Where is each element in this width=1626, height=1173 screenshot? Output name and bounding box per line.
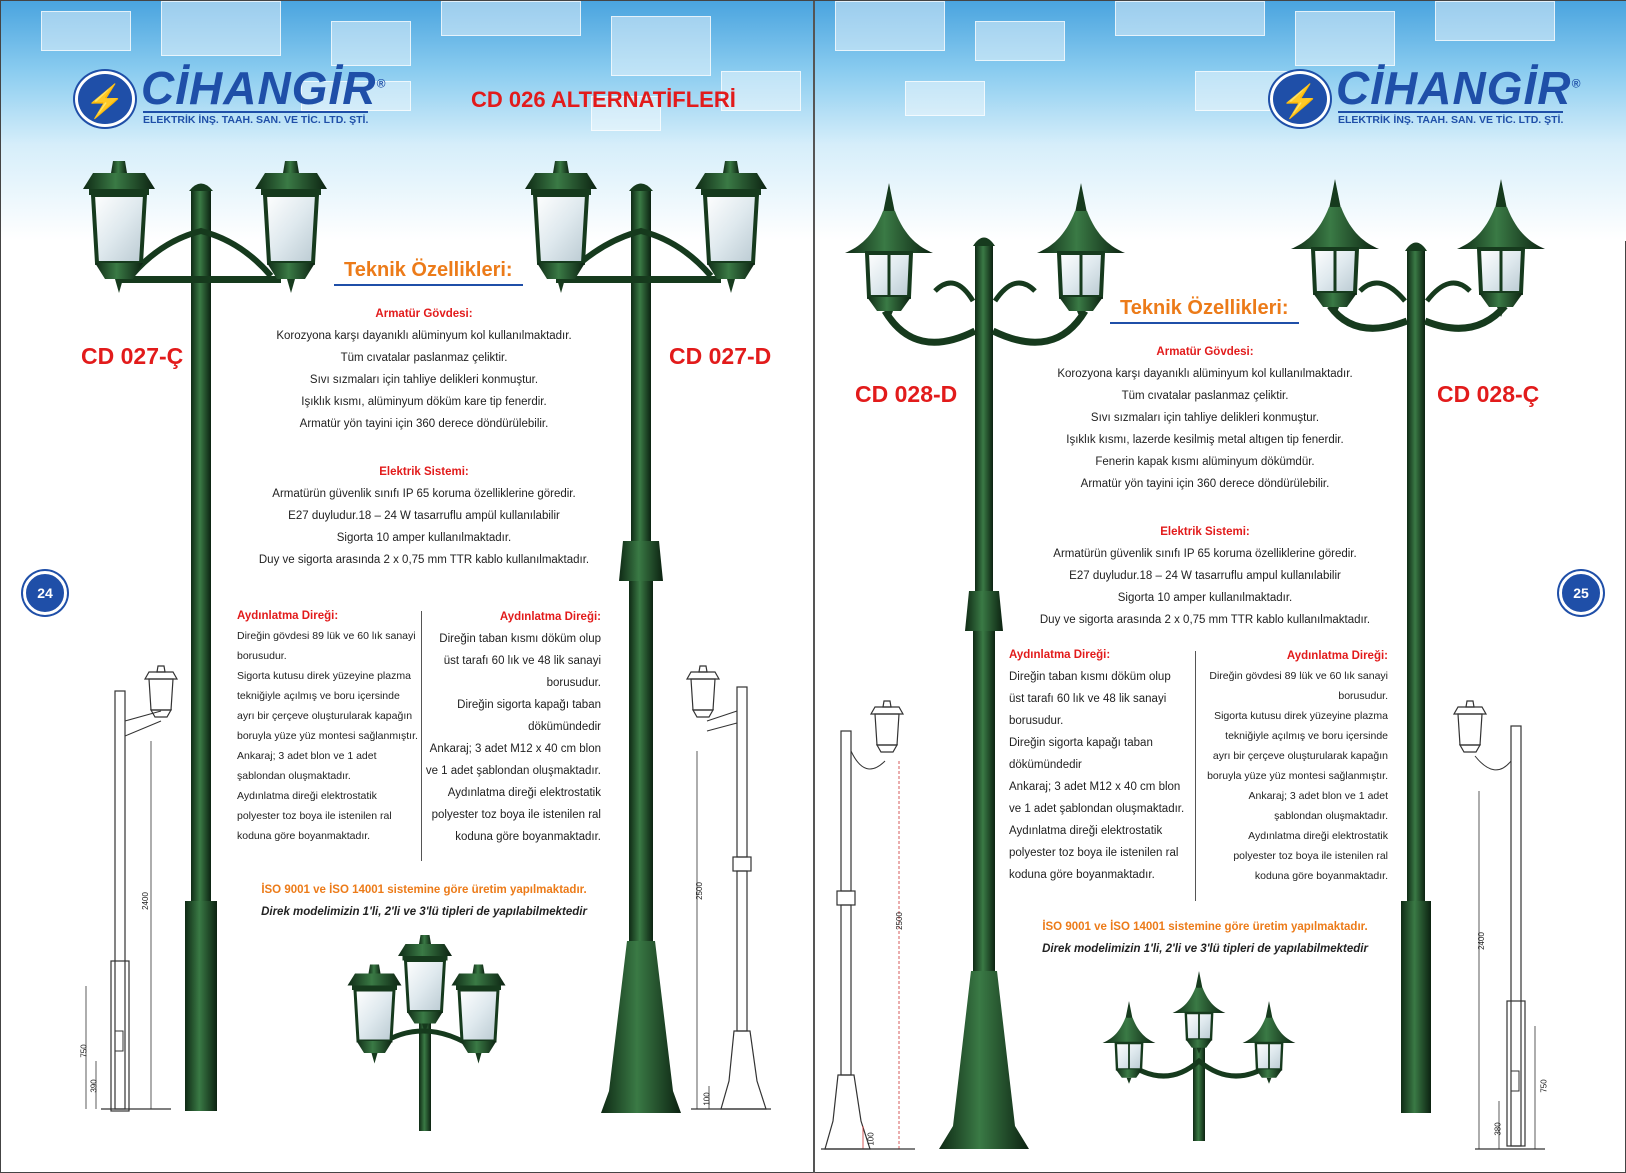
direk-line: borusudur.: [237, 650, 287, 662]
dim-380: 380: [1493, 1122, 1503, 1136]
elektrik-block-left: [229, 461, 619, 571]
direk-line: Ankaraj; 3 adet M12 x 40 cm blon: [1009, 781, 1181, 793]
page-right: [815, 1, 1626, 1173]
variant-line: Direk modelimizin 1'li, 2'li ve 3'lü tipleri de yapılabilmektedir: [261, 906, 587, 918]
dim-2500: 2500: [694, 882, 704, 900]
dim-2500: 2500: [894, 912, 904, 930]
dim-100: 100: [702, 1092, 712, 1106]
direk-heading: Aydınlatma Direği:: [499, 611, 601, 623]
page-title: CD 026 ALTERNATİFLERİ: [471, 87, 736, 112]
iso-block-right: [1000, 916, 1410, 960]
armatur-line: Işıklık kısmı, alüminyum döküm kare tip fenerdir.: [301, 396, 547, 408]
direk-line: Ankaraj; 3 adet blon ve 1 adet: [237, 750, 377, 762]
brand-subtitle: ELEKTRİK İNŞ. TAAH. SAN. VE TİC. LTD. ŞTİ.: [1338, 111, 1563, 126]
iso-block-left: [229, 879, 619, 923]
direk-line: Ankaraj; 3 adet M12 x 40 cm blon: [429, 743, 601, 755]
dim-390: 390: [89, 1079, 99, 1093]
dim-2400: 2400: [1476, 932, 1486, 950]
elektrik-line: E27 duyludur.18 – 24 W tasarruflu ampül kullanılabilir: [288, 510, 560, 522]
direk-block-right-1: [1009, 644, 1189, 886]
armatur-line: Korozyona karşı dayanıklı alüminyum kol kullanılmaktadır.: [1057, 368, 1353, 380]
direk-line: polyester toz boya ile istenilen ral: [237, 810, 392, 822]
dim-750: 750: [1539, 1079, 1549, 1093]
direk-line: Aydınlatma direği elektrostatik: [1009, 825, 1163, 837]
direk-line: Ankaraj; 3 adet blon ve 1 adet: [1248, 790, 1388, 802]
direk-line: Direğin sigorta kapağı taban: [1009, 737, 1153, 749]
armatur-heading: Armatür Gövdesi:: [375, 308, 473, 320]
dim-750: 750: [79, 1044, 89, 1058]
direk-line: Aydınlatma direği elektrostatik: [1248, 830, 1388, 842]
direk-line: üst tarafı 60 lık ve 48 lik sanayi: [443, 655, 601, 667]
brand-subtitle: ELEKTRİK İNŞ. TAAH. SAN. VE TİC. LTD. ŞTİ.: [143, 111, 368, 126]
direk-line: polyester toz boya ile istenilen ral: [431, 809, 601, 821]
elektrik-block-right: [1000, 521, 1410, 631]
direk-heading: Aydınlatma Direği:: [1286, 650, 1388, 662]
direk-line: boruyla yüze yüz montesi sağlanmıştır.: [1207, 770, 1388, 782]
registered-mark: ®: [1571, 76, 1582, 91]
armatur-line: Korozyona karşı dayanıklı alüminyum kol kullanılmaktadır.: [276, 330, 572, 342]
direk-line: borusudur.: [546, 677, 601, 689]
direk-line: dökümündedir: [528, 721, 601, 733]
elektrik-line: E27 duyludur.18 – 24 W tasarruflu ampul kullanılabilir: [1069, 570, 1341, 582]
elektrik-line: Duy ve sigorta arasında 2 x 0,75 mm TTR kablo kullanılmaktadır.: [1039, 614, 1371, 626]
direk-block-left-2: [421, 606, 601, 848]
direk-heading: Aydınlatma Direği:: [237, 610, 339, 622]
armatur-line: Sıvı sızmaları için tahliye delikleri konmuştur.: [1090, 412, 1320, 424]
armatur-line: Armatür yön tayini için 360 derece döndürülebilir.: [1080, 478, 1330, 490]
direk-line: koduna göre boyanmaktadır.: [1009, 869, 1155, 881]
elektrik-line: Armatürün güvenlik sınıfı IP 65 koruma özelliklerine göredir.: [272, 488, 576, 500]
elektrik-line: Sigorta 10 amper kullanılmaktadır.: [1117, 592, 1293, 604]
armatur-line: Sıvı sızmaları için tahliye delikleri konmuştur.: [309, 374, 539, 386]
lightning-icon: ⚡: [1270, 71, 1330, 127]
direk-line: Direğin taban kısmı döküm olup: [439, 633, 601, 645]
direk-line: Aydınlatma direği elektrostatik: [237, 790, 377, 802]
model-label-cd028c: CD 028-Ç: [1437, 381, 1540, 407]
direk-line: Sigorta kutusu direk yüzeyine plazma: [237, 670, 411, 682]
direk-line: ve 1 adet şablondan oluşmaktadır.: [425, 765, 601, 777]
armatur-heading: Armatür Gövdesi:: [1156, 346, 1254, 358]
direk-line: ve 1 adet şablondan oluşmaktadır.: [1009, 803, 1185, 815]
direk-line: koduna göre boyanmaktadır.: [237, 830, 371, 842]
brand-name: CİHANGİR: [141, 62, 377, 114]
direk-line: Direğin gövdesi 89 lük ve 60 lık sanayi: [237, 630, 416, 642]
model-label-cd027d: CD 027-D: [669, 343, 772, 369]
registered-mark: ®: [376, 76, 387, 91]
page-number: 24: [37, 585, 53, 601]
direk-line: Sigorta kutusu direk yüzeyine plazma: [1214, 710, 1388, 722]
direk-line: şablondan oluşmaktadır.: [1274, 810, 1388, 822]
armatur-line: Tüm cıvatalar paslanmaz çeliktir.: [1121, 390, 1289, 402]
direk-line: tekniğiyle açılmış ve boru içersinde: [1225, 730, 1388, 742]
variant-line: Direk modelimizin 1'li, 2'li ve 3'lü tipleri de yapılabilmektedir: [1042, 943, 1368, 955]
armatur-line: Tüm cıvatalar paslanmaz çeliktir.: [340, 352, 508, 364]
direk-line: boruyla yüze yüz montesi sağlanmıştır.: [237, 730, 418, 742]
direk-block-right-2: [1195, 646, 1388, 886]
direk-line: üst tarafı 60 lık ve 48 lik sanayi: [1009, 693, 1167, 705]
lightning-icon: ⚡: [75, 71, 135, 127]
direk-block-left-1: [237, 606, 427, 846]
direk-line: polyester toz boya ile istenilen ral: [1233, 850, 1388, 862]
model-label-cd027c: CD 027-Ç: [81, 343, 184, 369]
tech-title-right: Teknik Özellikleri:: [1110, 297, 1299, 324]
armatur-line: Işıklık kısmı, lazerde kesilmiş metal altıgen tip fenerdir.: [1066, 434, 1344, 446]
pole-drawing-right: [1, 1, 813, 1173]
direk-line: borusudur.: [1338, 690, 1388, 702]
armatur-block-left: [229, 303, 619, 435]
elektrik-heading: Elektrik Sistemi:: [1160, 526, 1250, 538]
iso-line: İSO 9001 ve İSO 14001 sistemine göre üretim yapılmaktadır.: [1042, 921, 1368, 933]
model-label-cd028d: CD 028-D: [855, 381, 958, 407]
iso-line: İSO 9001 ve İSO 14001 sistemine göre üretim yapılmaktadır.: [261, 884, 587, 896]
direk-line: Direğin gövdesi 89 lük ve 60 lık sanayi: [1209, 670, 1388, 682]
armatur-line: Armatür yön tayini için 360 derece döndürülebilir.: [299, 418, 549, 430]
direk-line: koduna göre boyanmaktadır.: [455, 831, 601, 843]
elektrik-line: Sigorta 10 amper kullanılmaktadır.: [336, 532, 512, 544]
direk-line: dökümündedir: [1009, 759, 1082, 771]
page-left: [1, 1, 813, 1173]
direk-heading: Aydınlatma Direği:: [1009, 649, 1111, 661]
page-number-badge-left: [23, 571, 67, 615]
direk-line: ayrı bir çerçeve oluşturularak kapağın: [237, 710, 413, 722]
elektrik-heading: Elektrik Sistemi:: [379, 466, 469, 478]
elektrik-line: Armatürün güvenlik sınıfı IP 65 koruma özelliklerine göredir.: [1053, 548, 1357, 560]
brand-name: CİHANGİR: [1336, 62, 1572, 114]
direk-line: tekniğiyle açılmış ve boru içersinde: [237, 690, 400, 702]
tech-title-left: Teknik Özellikleri:: [334, 259, 523, 286]
direk-line: koduna göre boyanmaktadır.: [1254, 870, 1388, 882]
direk-line: Aydınlatma direği elektrostatik: [447, 787, 601, 799]
direk-line: ayrı bir çerçeve oluşturularak kapağın: [1212, 750, 1388, 762]
direk-line: Direğin sigorta kapağı taban: [457, 699, 601, 711]
direk-line: şablondan oluşmaktadır.: [237, 770, 351, 782]
dim-2400: 2400: [140, 892, 150, 910]
armatur-line: Fenerin kapak kısmı alüminyum dökümdür.: [1095, 456, 1315, 468]
elektrik-line: Duy ve sigorta arasında 2 x 0,75 mm TTR kablo kullanılmaktadır.: [258, 554, 590, 566]
direk-line: polyester toz boya ile istenilen ral: [1009, 847, 1179, 859]
armatur-block-right: [1000, 341, 1410, 495]
direk-line: borusudur.: [1009, 715, 1064, 727]
page-number-badge-right: [1559, 571, 1603, 615]
page-number: 25: [1573, 585, 1589, 601]
dim-100: 100: [866, 1132, 876, 1146]
direk-line: Direğin taban kısmı döküm olup: [1009, 671, 1171, 683]
